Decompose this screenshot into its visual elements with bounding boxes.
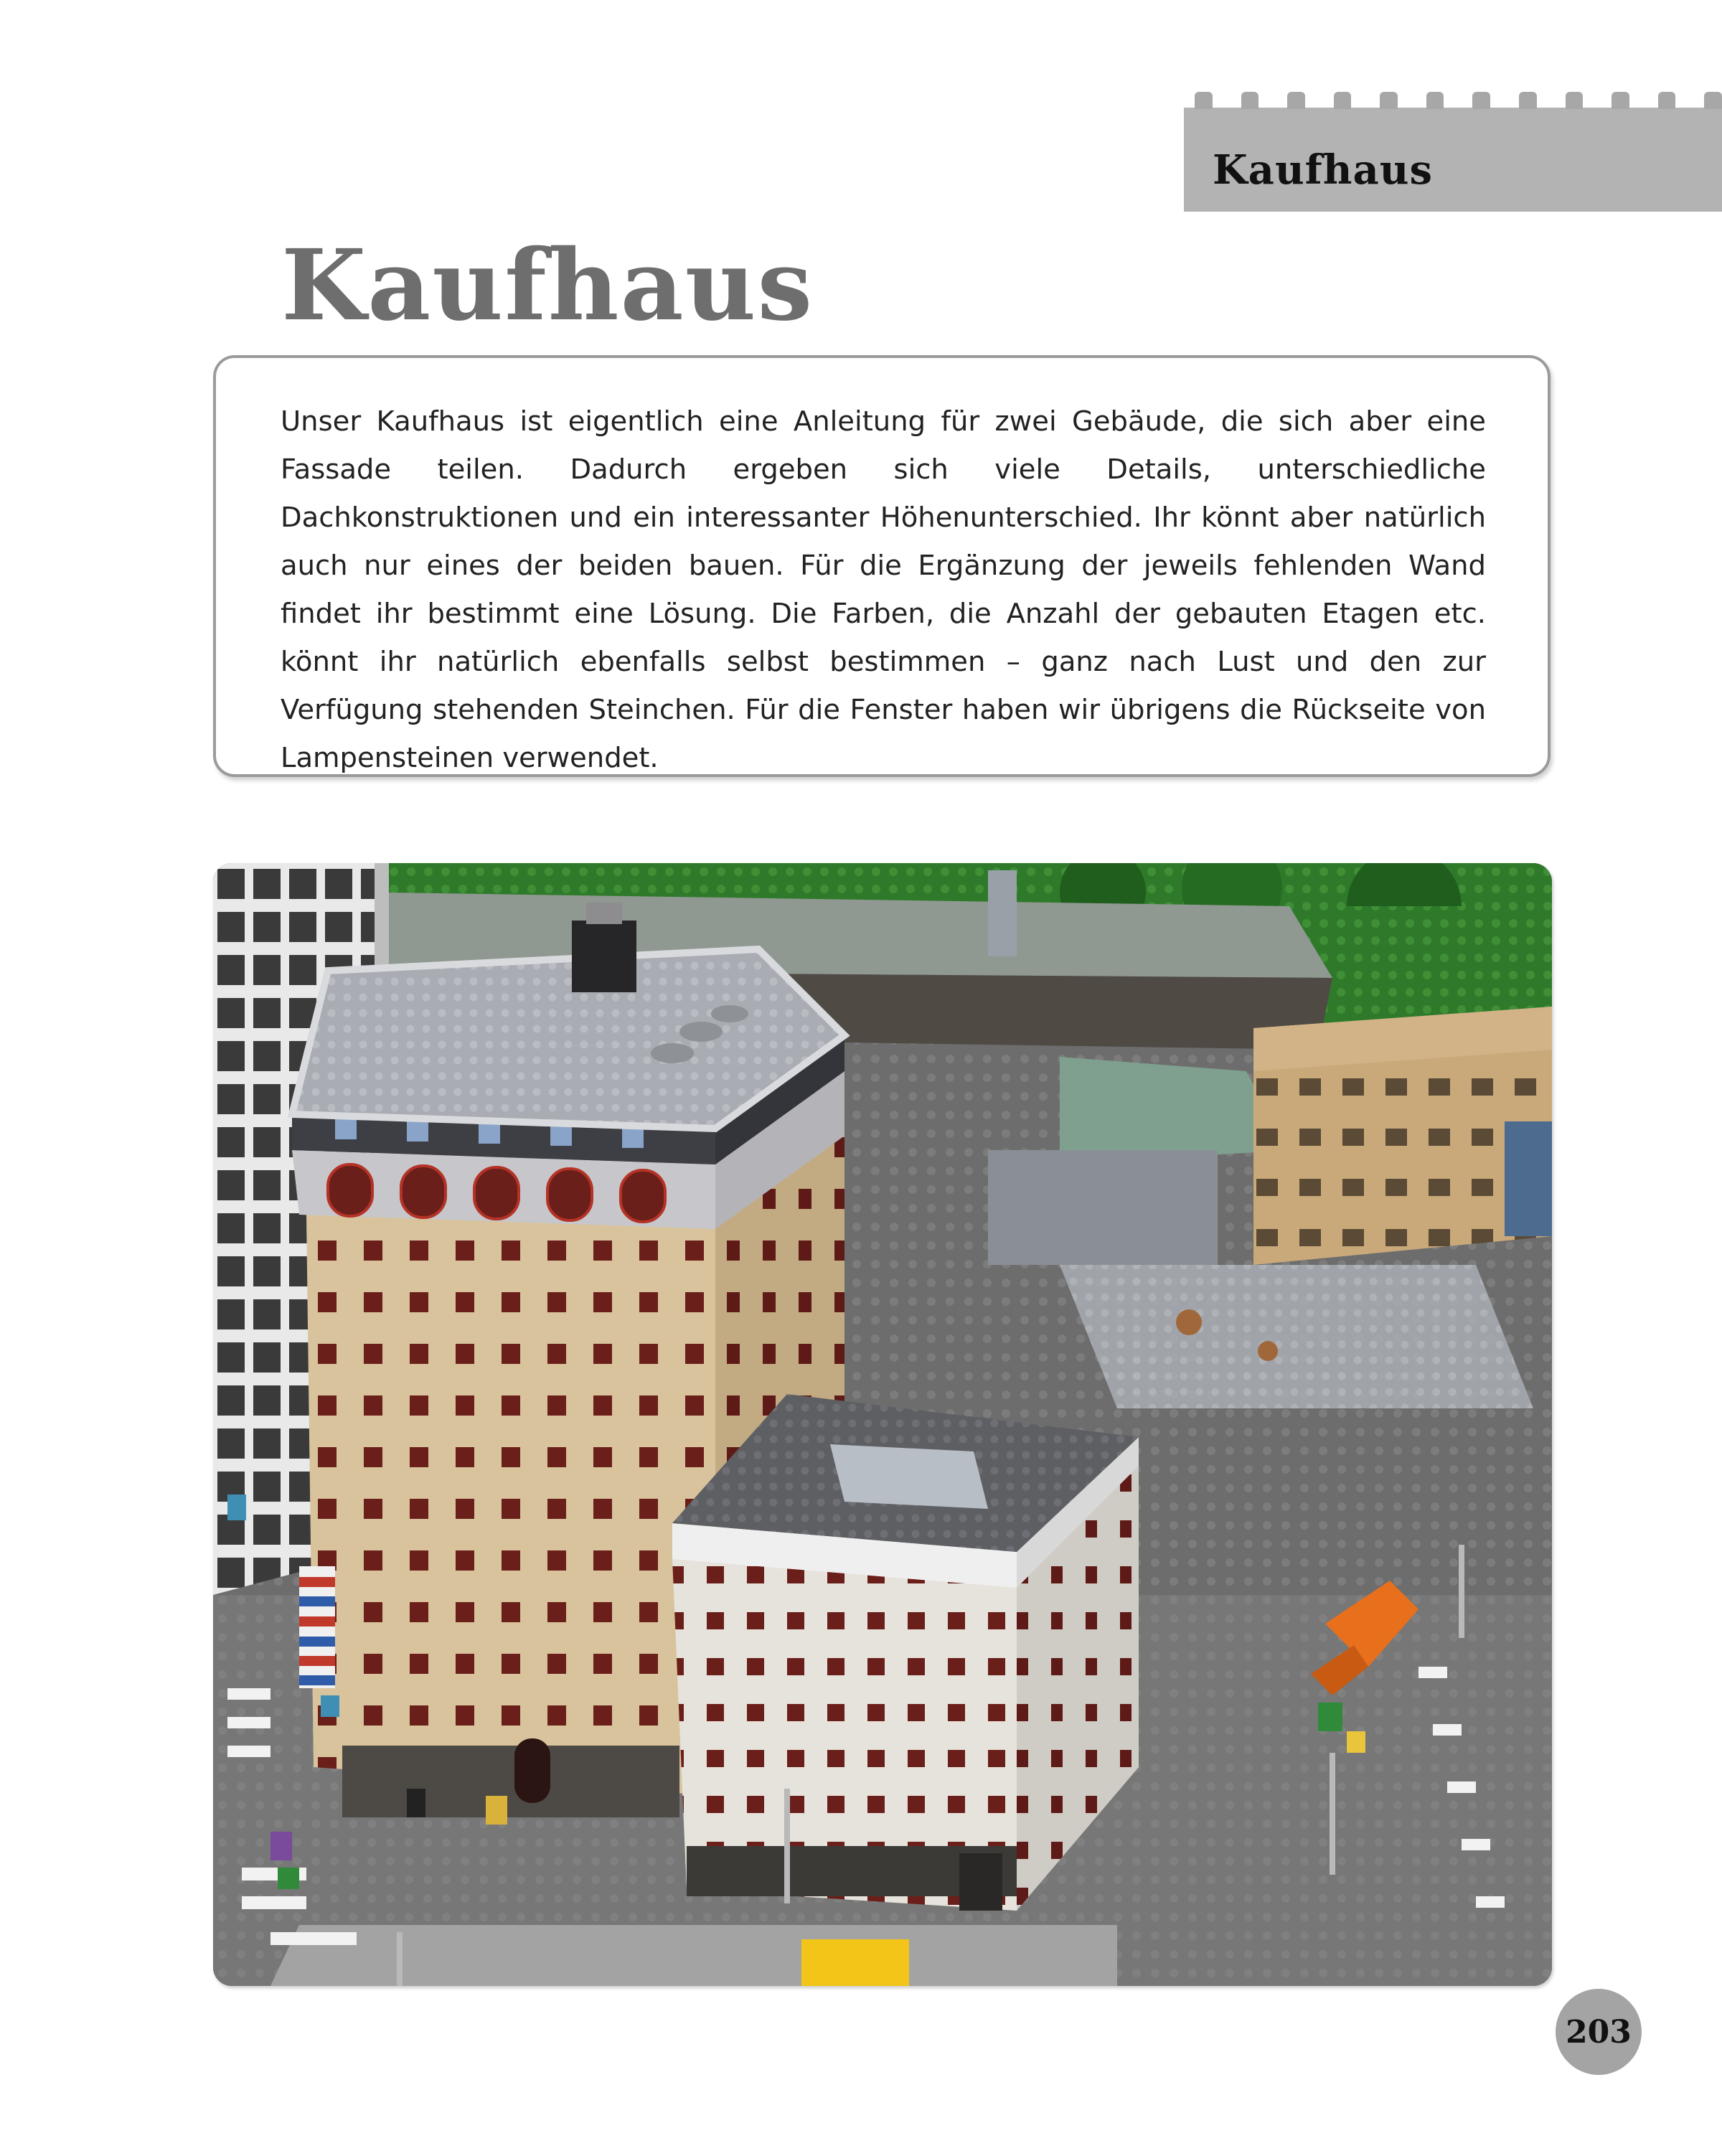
intro-box (213, 355, 1551, 777)
intro-text: Unser Kaufhaus ist eigentlich eine Anleitung für zwei Gebäude, die sich aber eine Fassade teilen. Dadurch ergeben sich viele Details, unterschiedliche Dachkonstruktionen und ein interessanter Höhenunterschied. Ihr könnt aber natürlich auch nur eines der beiden bauen. Für die Ergänzung der jeweils fehlenden Wand findet ihr bestimmt eine Lösung. Die Farben, die Anzahl der gebauten Etagen etc. könnt ihr natürlich ebenfalls selbst bestimmen – ganz nach Lust und den zur Verfügung stehenden Steinchen. Für die Fenster haben wir übrigens die Rückseite von Lampensteinen verwendet. (281, 405, 1486, 774)
department-store-photo (213, 863, 1552, 1986)
brick-studs (1195, 92, 1722, 109)
page-title: Kaufhaus (281, 228, 814, 343)
page-number: 203 (1556, 1989, 1642, 2075)
section-tab (1184, 108, 1722, 212)
section-label: Kaufhaus (1213, 146, 1434, 194)
